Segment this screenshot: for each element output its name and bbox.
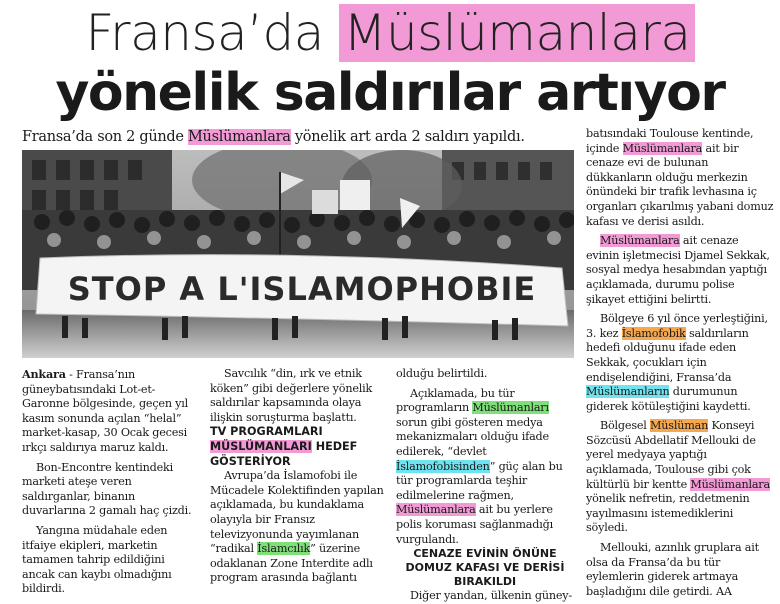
highlight: Müslümanlara	[622, 141, 703, 155]
highlight: Müslümanlara	[690, 477, 770, 491]
paragraph	[586, 127, 774, 229]
paragraph-text: sorun gibi gösteren medya mekanizmaları olduğu ifade edilerek, “devlet	[396, 415, 549, 458]
subtitle	[22, 127, 582, 147]
paragraph	[22, 367, 200, 456]
column-1	[22, 367, 200, 597]
paragraph: Mellouki, azınlık gruplara ait olsa da Fransa’da bu tür eylemlerin giderek artmaya başladığını dile getirdi. AA	[586, 541, 759, 598]
column-3	[396, 367, 574, 604]
subtitle-text: Fransa’da son 2 günde	[22, 129, 188, 145]
highlight: İslamcılık	[257, 542, 311, 556]
column-4	[586, 127, 774, 599]
headline-highlight: Müslümanlara	[339, 4, 694, 62]
subheading	[210, 425, 386, 469]
highlight: İslamofobisinden	[396, 459, 490, 473]
paragraph: Bon-Encontre kentindeki marketi ateşe veren saldırganlar, binanın duvarlarına 2 gamalı haç çizdi.	[22, 460, 192, 518]
paragraph: Savcılık “din, ırk ve etnik köken” gibi değerlere yönelik saldırılar kapsamında olaya ilişkin soruşturma başlattı.	[210, 367, 373, 424]
subheading-highlight: MÜSLÜMANLARI	[210, 439, 312, 453]
paragraph-text: saldırıların hedefi olduğunu ifade eden Sekkak, çocukları için endişelendiğini, Fransa’da	[586, 326, 749, 384]
paragraph-text: durumunun giderek kötüleştiğini kaydetti.	[586, 385, 751, 413]
paragraph	[210, 469, 386, 586]
column-2	[210, 367, 386, 586]
subheading-text: TV PROGRAMLARI	[210, 425, 323, 439]
protest-photo	[22, 150, 574, 358]
paragraph-text: Konseyi Sözcüsü Abdellatif Mellouki de yerel medyaya yaptığı açıklamada, Toulouse gibi çok kültürlü bir kentte	[586, 419, 756, 491]
paragraph-text: ” güç alan bu tür programlarda teşhir edilmelerine rağmen,	[396, 459, 563, 502]
paragraph	[586, 312, 774, 414]
paragraph-text: ” üzerine odaklanan Zone Interdite adlı program arasında bağlantı	[210, 542, 373, 585]
highlight: Müslüman	[650, 419, 709, 433]
subheading-text-end: HEDEF GÖSTERİYOR	[210, 439, 358, 468]
highlight: Müslümanların	[586, 385, 670, 399]
highlight: Müslümanları	[472, 401, 549, 415]
highlight: Müslümanlara	[396, 503, 476, 517]
paragraph-text: Bölgesel	[600, 419, 651, 433]
paragraph	[586, 419, 774, 536]
headline-line-2: yönelik saldırılar artıyor	[55, 63, 725, 123]
headline-text: Fransa’da	[85, 4, 340, 62]
paragraph: Diğer yandan, ülkenin güney-	[410, 589, 572, 603]
paragraph-text: ait cenaze evinin işletmecisi Djamel Sekkak, sosyal medya hesabından yaptığı açıklamada, durumu polise şikayet ettiğini belirtti.	[586, 234, 770, 306]
paragraph-text: ait bir cenaze evi de bulunan dükkanların olduğu merkezin önündeki bir trafik levhasına iç organları çıkarılmış yabani domuz kafası ve derisi asıldı.	[586, 141, 774, 228]
paragraph-text: Açıklamada, bu tür programların	[396, 386, 515, 415]
highlight: Müslümanlara	[600, 234, 680, 248]
subheading: CENAZE EVİNİN ÖNÜNE DOMUZ KAFASI VE DERİSİ BIRAKILDI	[405, 547, 565, 589]
dateline-city: Ankara	[22, 367, 66, 381]
paragraph: olduğu belirtildi.	[396, 367, 488, 380]
paragraph-text: ait bu yerlere polis koruması sağlanmadığı vurgulandı.	[396, 503, 553, 546]
highlight: İslamofobik	[621, 326, 686, 340]
paragraph-text: batısındaki Toulouse kentinde, içinde	[586, 127, 754, 155]
paragraph	[396, 387, 574, 548]
paragraph-text: Bölgeye 6 yıl önce yerleştiğini, 3. kez	[586, 312, 768, 340]
subtitle-highlight: Müslümanlara	[188, 129, 291, 145]
paragraph-text: - Fransa’nın güneybatısındaki Lot-et-Garonne bölgesinde, geçen yıl kasım sonunda açılan “helal” market-kasap, 30 Ocak gecesi ırkçı saldırıya maruz kaldı.	[22, 368, 189, 454]
paragraph-text: yönelik nefretin, reddetmenin yayılmasını istemediklerini söyledi.	[586, 492, 750, 535]
headline-line-1	[0, 4, 780, 62]
paragraph	[586, 234, 774, 307]
banner-text: STOP A L'ISLAMOPHOBIE	[67, 270, 537, 308]
paragraph: Yangına müdahale eden itfaiye ekipleri, marketin tamamen tahrip edildiğini ancak can kaybı olmadığını bildirdi.	[22, 523, 172, 596]
subtitle-text-end: yönelik art arda 2 saldırı yapıldı.	[290, 129, 525, 145]
paragraph-text: Avrupa’da İslamofobi ile Mücadele Kolektifinden yapılan açıklamada, bu kundaklama olayıyla bir Fransız televizyonunda yayımlanan “radikal	[210, 469, 384, 556]
